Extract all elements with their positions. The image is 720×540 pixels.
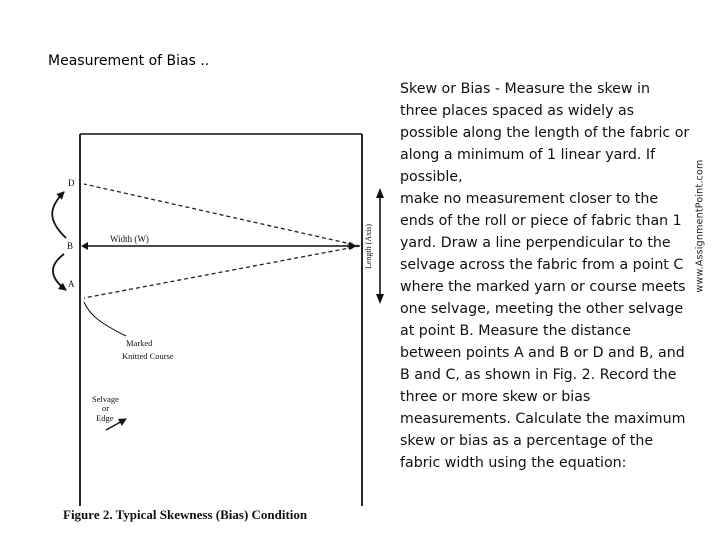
- body-line: at point B. Measure the distance: [400, 323, 631, 339]
- body-line: one selvage, meeting the other selvage: [400, 301, 684, 317]
- body-line: measurements. Calculate the maximum: [400, 411, 686, 427]
- point-b-label: B: [67, 241, 74, 251]
- width-label: Width (W): [110, 234, 149, 244]
- marked-label-line1: Marked: [126, 338, 153, 348]
- body-line: selvage across the fabric from a point C: [400, 257, 684, 273]
- body-line: along a minimum of 1 linear yard. If: [400, 147, 656, 163]
- body-line: fabric width using the equation:: [400, 455, 627, 471]
- point-a-label: A: [68, 279, 75, 289]
- selvage-label-line2: or: [102, 403, 110, 413]
- body-paragraph: [400, 78, 696, 474]
- body-line: B and C, as shown in Fig. 2. Record the: [400, 367, 677, 383]
- watermark: www.AssignmentPoint.com: [694, 159, 706, 293]
- marked-leader-line: [84, 302, 126, 336]
- length-label: Length (Axis): [364, 223, 373, 269]
- body-line: make no measurement closer to the: [400, 191, 659, 207]
- selvage-label-line1: Selvage: [92, 394, 119, 404]
- body-line: possible along the length of the fabric or: [400, 125, 690, 141]
- bias-line-ca: [84, 246, 360, 298]
- body-line: Skew or Bias - Measure the skew in: [400, 81, 650, 97]
- point-c-label: C: [347, 241, 354, 251]
- curved-arrow-lower: [53, 254, 66, 290]
- length-arrow-head-bottom: [376, 294, 384, 304]
- body-line: where the marked yarn or course meets: [400, 279, 686, 295]
- curved-arrow-upper: [52, 192, 66, 238]
- body-line: three places spaced as widely as: [400, 103, 635, 119]
- body-line: three or more skew or bias: [400, 389, 591, 405]
- body-line: yard. Draw a line perpendicular to the: [400, 235, 671, 251]
- selvage-label-line3: Edge: [96, 413, 114, 423]
- width-arrow-tail: [81, 242, 88, 250]
- body-line: between points A and B or D and B, and: [400, 345, 685, 361]
- length-arrow-head-top: [376, 188, 384, 198]
- figure-caption: Figure 2. Typical Skewness (Bias) Condition: [63, 507, 308, 522]
- marked-label-line2: Knitted Course: [122, 351, 174, 361]
- skewness-figure: [30, 126, 390, 526]
- page-title: Measurement of Bias ..: [48, 53, 210, 69]
- point-d-label: D: [68, 178, 75, 188]
- body-line: possible,: [400, 169, 463, 185]
- body-line: ends of the roll or piece of fabric than 1: [400, 213, 682, 229]
- body-line: skew or bias as a percentage of the: [400, 433, 654, 449]
- skewness-diagram: [30, 126, 390, 526]
